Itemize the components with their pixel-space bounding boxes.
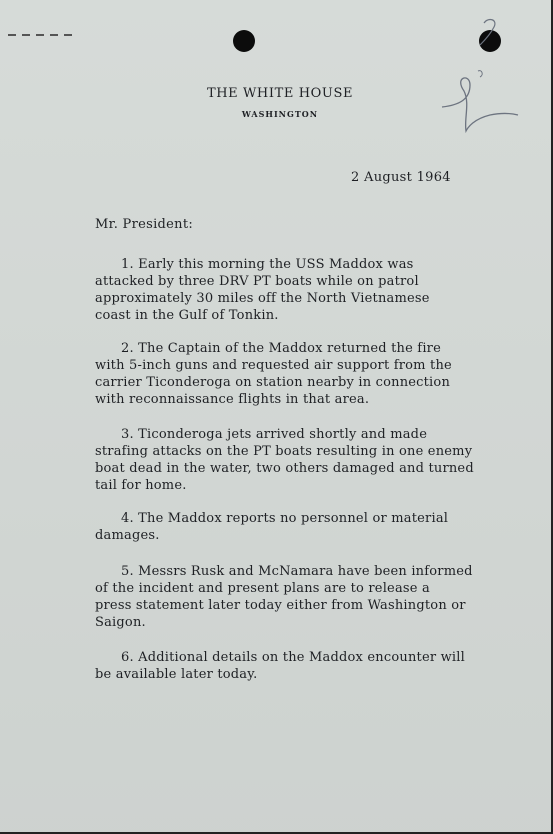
paragraph-line: tail for home. [95, 478, 187, 493]
paragraph-line: strafing attacks on the PT boats resulting in one enemy [95, 444, 473, 459]
letterhead-title: THE WHITE HOUSE [206, 86, 354, 101]
paragraph-4 [95, 510, 525, 544]
corner-mark [8, 34, 76, 36]
paragraph-line: of the incident and present plans are to release a [95, 581, 430, 596]
paragraph-line: with reconnaissance flights in that area. [95, 392, 370, 407]
paragraph-line: boat dead in the water, two others damaged and turned [95, 461, 474, 476]
paragraph-3 [95, 426, 525, 494]
paragraph-line: with 5-inch guns and requested air support from the [95, 358, 452, 373]
paragraph-line: 4. The Maddox reports no personnel or material [121, 511, 449, 526]
paragraph-line: 3. Ticonderoga jets arrived shortly and made [121, 427, 428, 442]
handwritten-page-number-icon [440, 15, 520, 140]
punch-hole-left [233, 30, 255, 52]
letterhead-subtitle: WASHINGTON [241, 109, 319, 119]
salutation: Mr. President: [95, 217, 194, 232]
paragraph-line: approximately 30 miles off the North Vietnamese [95, 291, 430, 306]
paragraph-line: damages. [95, 528, 160, 543]
paragraph-2 [95, 340, 525, 408]
paragraph-line: coast in the Gulf of Tonkin. [95, 308, 279, 323]
paragraph-line: 1. Early this morning the USS Maddox was [121, 257, 414, 272]
paragraph-line: attacked by three DRV PT boats while on patrol [95, 274, 419, 289]
paragraph-line: 5. Messrs Rusk and McNamara have been informed [121, 564, 473, 579]
paragraph-5 [95, 563, 525, 631]
memo-date: 2 August 1964 [351, 170, 451, 185]
paragraph-line: Saigon. [95, 615, 146, 630]
paragraph-line: be available later today. [95, 667, 258, 682]
paragraph-line: carrier Ticonderoga on station nearby in connection [95, 375, 451, 390]
paragraph-1 [95, 256, 525, 324]
paragraph-6 [95, 649, 525, 683]
paragraph-line: press statement later today either from Washington or [95, 598, 466, 613]
paragraph-line: 2. The Captain of the Maddox returned the fire [121, 341, 441, 356]
paragraph-line: 6. Additional details on the Maddox encounter will [121, 650, 465, 665]
